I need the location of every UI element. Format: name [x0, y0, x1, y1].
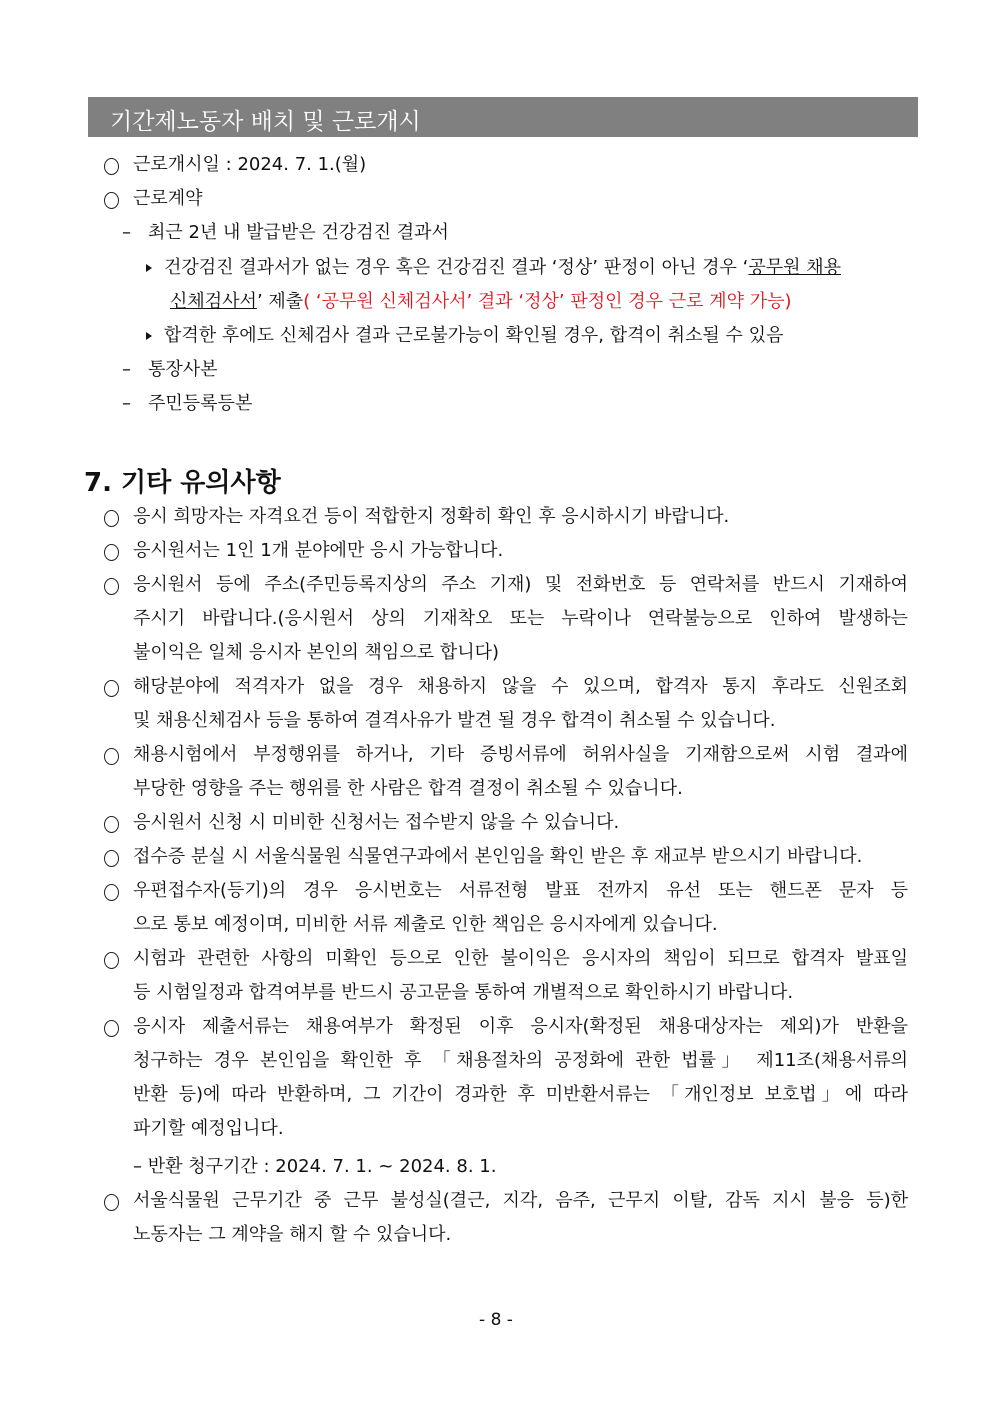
circle-bullet-icon	[104, 192, 119, 209]
note-line: 노동자는 그 계약을 해지 할 수 있습니다.	[133, 1224, 452, 1245]
dash-icon: –	[122, 393, 131, 414]
bullet-health-line2: 신체검사서’ 제출( ‘공무원 신체검사서’ 결과 ‘정상’ 판정인 경우 근로 계약 가능)	[170, 291, 792, 312]
note-line: 파기할 예정입니다.	[133, 1118, 284, 1139]
circle-bullet-icon	[104, 850, 119, 867]
note-line: 접수증 분실 시 서울식물원 식물연구과에서 본인임을 확인 받은 후 재교부 받으시기 바랍니다.	[133, 846, 863, 867]
note-line: 등 시험일정과 합격여부를 반드시 공고문을 통하여 개별적으로 확인하시기 바랍니다.	[133, 982, 794, 1003]
note-line: 채용시험에서 부정행위를 하거나, 기타 증빙서류에 허위사실을 기재함으로써 시험 결과에	[133, 744, 908, 765]
circle-bullet-icon	[104, 544, 119, 561]
section-7-title: 7. 기타 유의사항	[84, 468, 281, 498]
note-line: 으로 통보 예정이며, 미비한 서류 제출로 인한 책임은 응시자에게 있습니다.	[133, 914, 718, 935]
dash-icon: –	[122, 222, 131, 243]
triangle-bullet-icon	[146, 332, 152, 340]
bullet-health-line1: 건강검진 결과서가 없는 경우 혹은 건강검진 결과 ‘정상’ 판정이 아닌 경우 ‘공무원 채용	[146, 253, 841, 283]
note-line: 응시원서 등에 주소(주민등록지상의 주소 기재) 및 전화번호 등 연락처를 반드시 기재하여	[133, 574, 908, 595]
circle-bullet-icon	[104, 578, 119, 595]
circle-bullet-icon	[104, 884, 119, 901]
dash-icon: –	[122, 359, 131, 380]
note-line: 청구하는 경우 본인임을 확인한 후 「채용절차의 공정화에 관한 법률」 제11조(채용서류의	[133, 1050, 908, 1071]
bankbook-copy: 통장사본	[148, 359, 218, 380]
note-line: 응시원서 신청 시 미비한 신청서는 접수받지 않을 수 있습니다.	[133, 812, 620, 833]
page-number: - 8 -	[479, 1310, 513, 1330]
circle-bullet-icon	[104, 952, 119, 969]
note-line: 해당분야에 적격자가 없을 경우 채용하지 않을 수 있으며, 합격자 통지 후라도 신원조회	[133, 676, 908, 697]
section-header-bar	[88, 97, 918, 137]
note-line: 서울식물원 근무기간 중 근무 불성실(결근, 지각, 음주, 근무지 이탈, 감독 지시 불응 등)한	[133, 1190, 908, 1211]
bullet-pass-cancel: 합격한 후에도 신체검사 결과 근로불가능이 확인될 경우, 합격이 취소될 수 있음	[146, 321, 783, 351]
note-line: 우편접수자(등기)의 경우 응시번호는 서류전형 발표 전까지 유선 또는 핸드폰 문자 등	[133, 880, 908, 901]
note-line: 및 채용신체검사 등을 통하여 결격사유가 발견 될 경우 합격이 취소될 수 있습니다.	[133, 710, 776, 731]
return-period: – 반환 청구기간 : 2024. 7. 1. ~ 2024. 8. 1.	[133, 1156, 497, 1177]
note-line: 주시기 바랍니다.(응시원서 상의 기재착오 또는 누락이나 연락불능으로 인하여 발생하는	[133, 608, 908, 629]
note-line: 부당한 영향을 주는 행위를 한 사람은 합격 결정이 취소될 수 있습니다.	[133, 778, 683, 799]
note-line: 응시자 제출서류는 채용여부가 확정된 이후 응시자(확정된 채용대상자는 제외)가 반환을	[133, 1016, 908, 1037]
contract-heading: 근로계약	[133, 188, 203, 209]
note-line: 응시원서는 1인 1개 분야에만 응시 가능합니다.	[133, 540, 504, 561]
section-header-title: 기간제노동자 배치 및 근로개시	[110, 109, 421, 135]
health-check-doc: 최근 2년 내 발급받은 건강검진 결과서	[148, 222, 449, 243]
start-date: 근로개시일 : 2024. 7. 1.(월)	[133, 154, 367, 175]
note-line: 시험과 관련한 사항의 미확인 등으로 인한 불이익은 응시자의 책임이 되므로 합격자 발표일	[133, 948, 908, 969]
note-line: 반환 등)에 따라 반환하며, 그 기간이 경과한 후 미반환서류는 「개인정보 보호법」에 따라	[133, 1084, 908, 1105]
circle-bullet-icon	[104, 158, 119, 175]
circle-bullet-icon	[104, 816, 119, 833]
circle-bullet-icon	[104, 510, 119, 527]
circle-bullet-icon	[104, 1194, 119, 1211]
triangle-bullet-icon	[146, 264, 152, 272]
note-line: 불이익은 일체 응시자 본인의 책임으로 합니다)	[133, 642, 500, 663]
note-line: 응시 희망자는 자격요건 등이 적합한지 정확히 확인 후 응시하시기 바랍니다.	[133, 506, 730, 527]
resident-register: 주민등록등본	[148, 393, 253, 414]
circle-bullet-icon	[104, 1020, 119, 1037]
circle-bullet-icon	[104, 748, 119, 765]
red-note: ( ‘공무원 신체검사서’ 결과 ‘정상’ 판정인 경우 근로 계약 가능)	[303, 291, 792, 312]
circle-bullet-icon	[104, 680, 119, 697]
